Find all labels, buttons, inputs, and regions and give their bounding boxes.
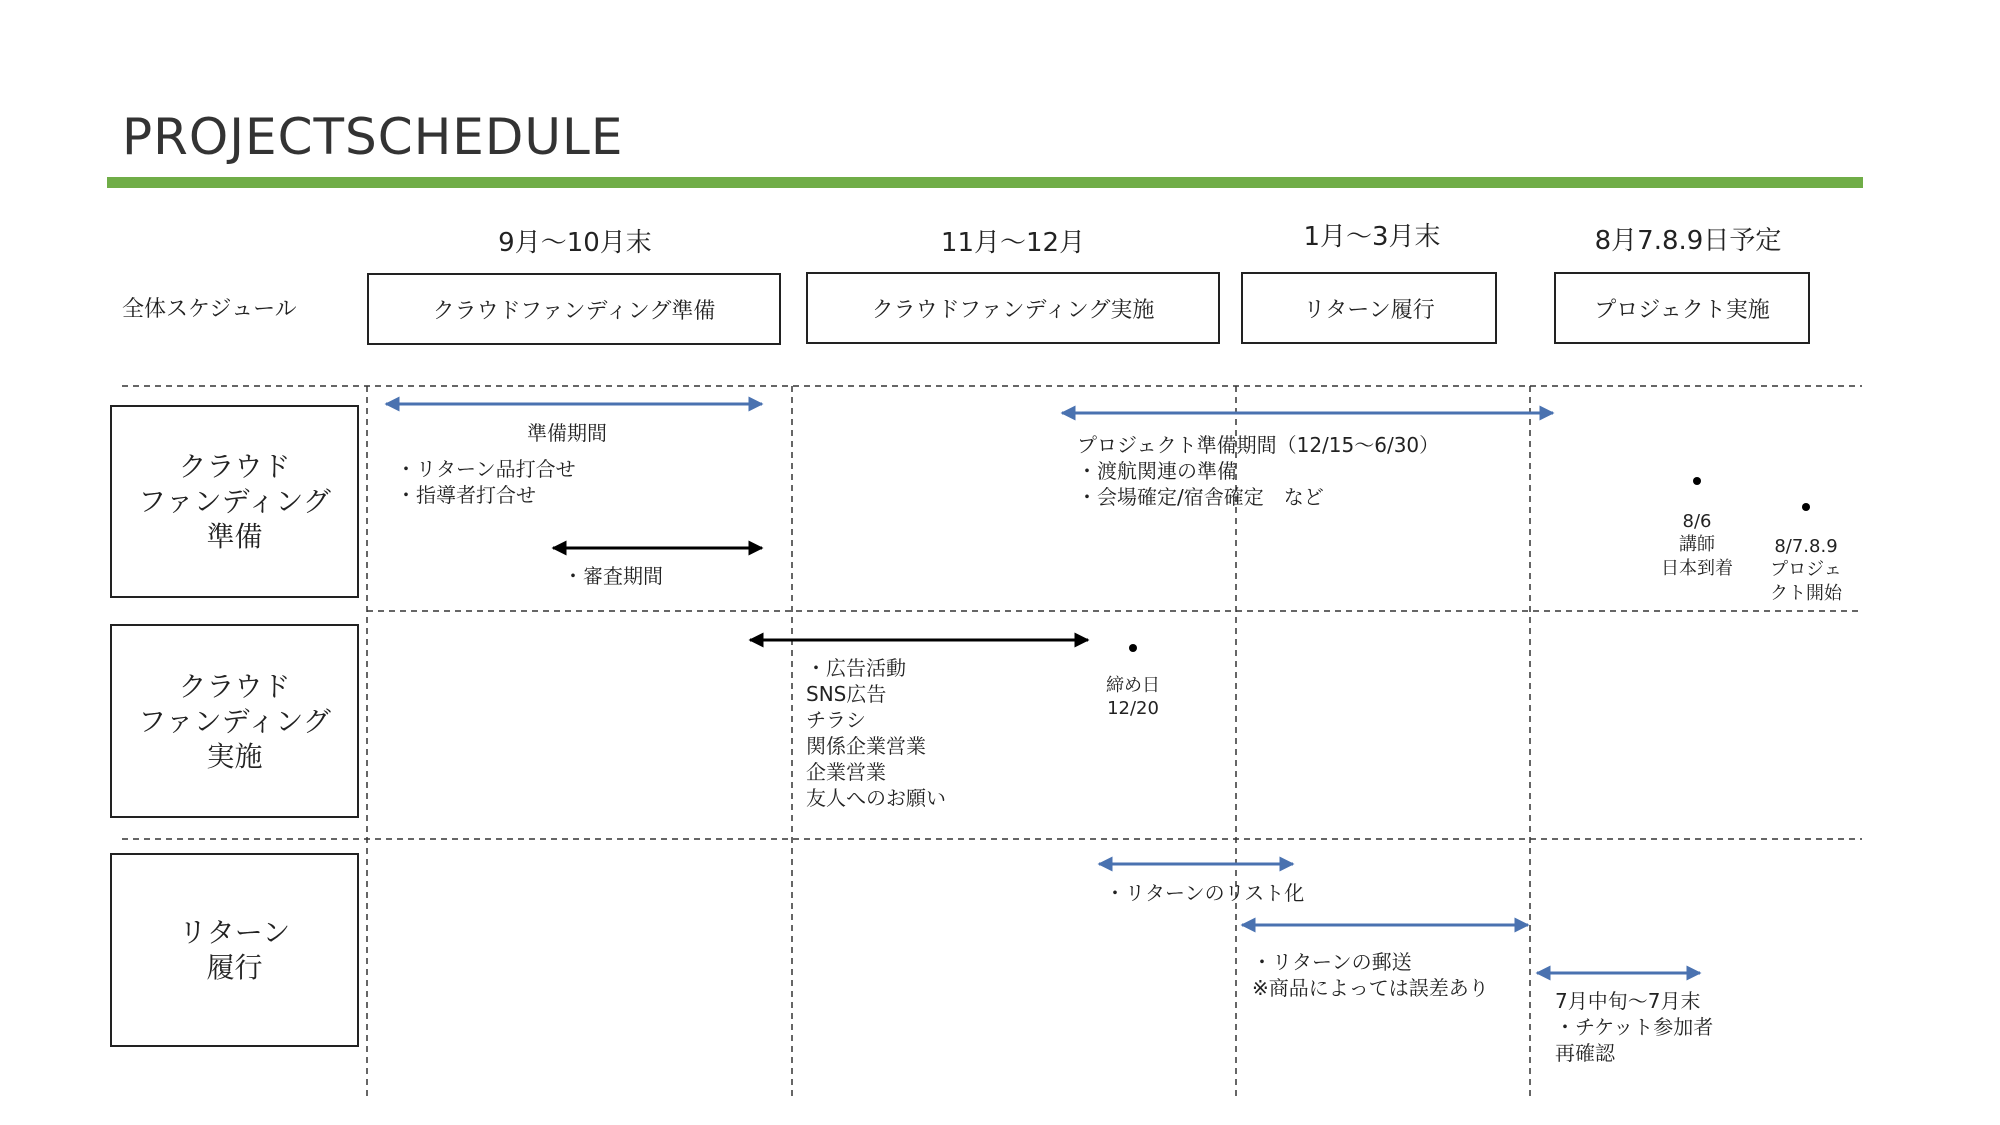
note-review-period: ・審査期間 [563,564,663,588]
note-deadline: 締め日 12/20 [1106,675,1160,720]
row-label-text: クラウド ファンディング 実施 [138,669,331,773]
period-header-2: 11月～12月 [940,228,1086,258]
period-header-4: 8月7.8.9日予定 [1594,226,1782,256]
period-header-3: 1月～3月末 [1303,222,1441,252]
phase-label: クラウドファンディング実施 [871,297,1155,323]
phase-label: クラウドファンディング準備 [432,298,716,324]
page-title: PROJECTSCHEDULE [122,108,624,166]
note-ticket-confirm: 7月中旬～7月末 ・チケット参加者 再確認 [1555,989,1714,1065]
row-label-text: クラウド ファンディング 準備 [138,450,331,553]
phase-label: プロジェクト実施 [1594,297,1770,323]
phase-label: リターン履行 [1303,297,1435,323]
overall-schedule-label: 全体スケジュール [122,297,297,322]
note-prep-period: 準備期間 [527,421,607,445]
milestone-dot-arrival [1693,477,1701,485]
milestone-dot-start [1802,503,1810,511]
note-return-shipping: ・リターンの郵送 ※商品によっては誤差あり [1252,950,1489,1000]
note-project-start: 8/7.8.9 プロジェ クト開始 [1770,536,1842,604]
milestone-dot-deadline [1129,644,1137,652]
note-project-prep: プロジェクト準備期間（12/15～6/30） ・渡航関連の準備 ・会場確定/宿舎確定 など [1077,433,1440,509]
row-label-text: リターン 履行 [178,916,291,984]
note-ad-activities: ・広告活動 SNS広告 チラシ 関係企業営業 企業営業 友人へのお願い [806,656,946,810]
note-prep-items: ・リターン品打合せ ・指導者打合せ [396,457,576,507]
period-header-1: 9月～10月末 [498,228,652,258]
note-lecturer-arrival: 8/6 講師 日本到着 [1661,511,1733,579]
note-return-list: ・リターンのリスト化 [1105,881,1305,905]
